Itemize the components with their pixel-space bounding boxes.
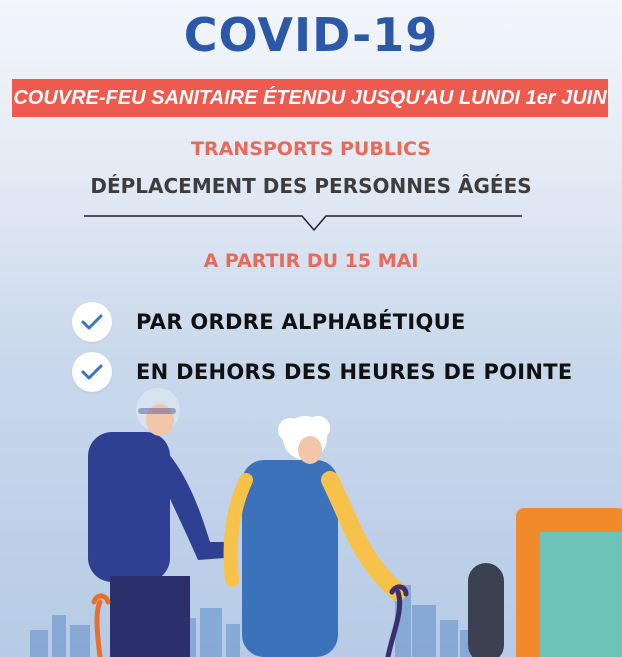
checkmark-icon	[72, 302, 112, 342]
pointer-divider	[84, 208, 522, 232]
checklist-item	[72, 300, 466, 344]
checklist-text: PAR ORDRE ALPHABÉTIQUE	[136, 310, 466, 334]
start-date: A PARTIR DU 15 MAI	[203, 250, 419, 272]
subtitle-elderly: DÉPLACEMENT DES PERSONNES ÂGÉES	[90, 174, 532, 198]
bus-pole	[468, 563, 504, 657]
bus-shape	[516, 508, 622, 657]
elderly-woman-figure	[231, 416, 406, 657]
curfew-banner: COUVRE-FEU SANITAIRE ÉTENDU JUSQU'AU LUNDI 1er JUIN	[12, 79, 608, 117]
elderly-couple-illustration	[0, 380, 622, 657]
poster-title: COVID-19	[183, 8, 439, 62]
checklist-text: EN DEHORS DES HEURES DE POINTE	[136, 360, 573, 384]
subtitle-transports: TRANSPORTS PUBLICS	[191, 138, 431, 160]
